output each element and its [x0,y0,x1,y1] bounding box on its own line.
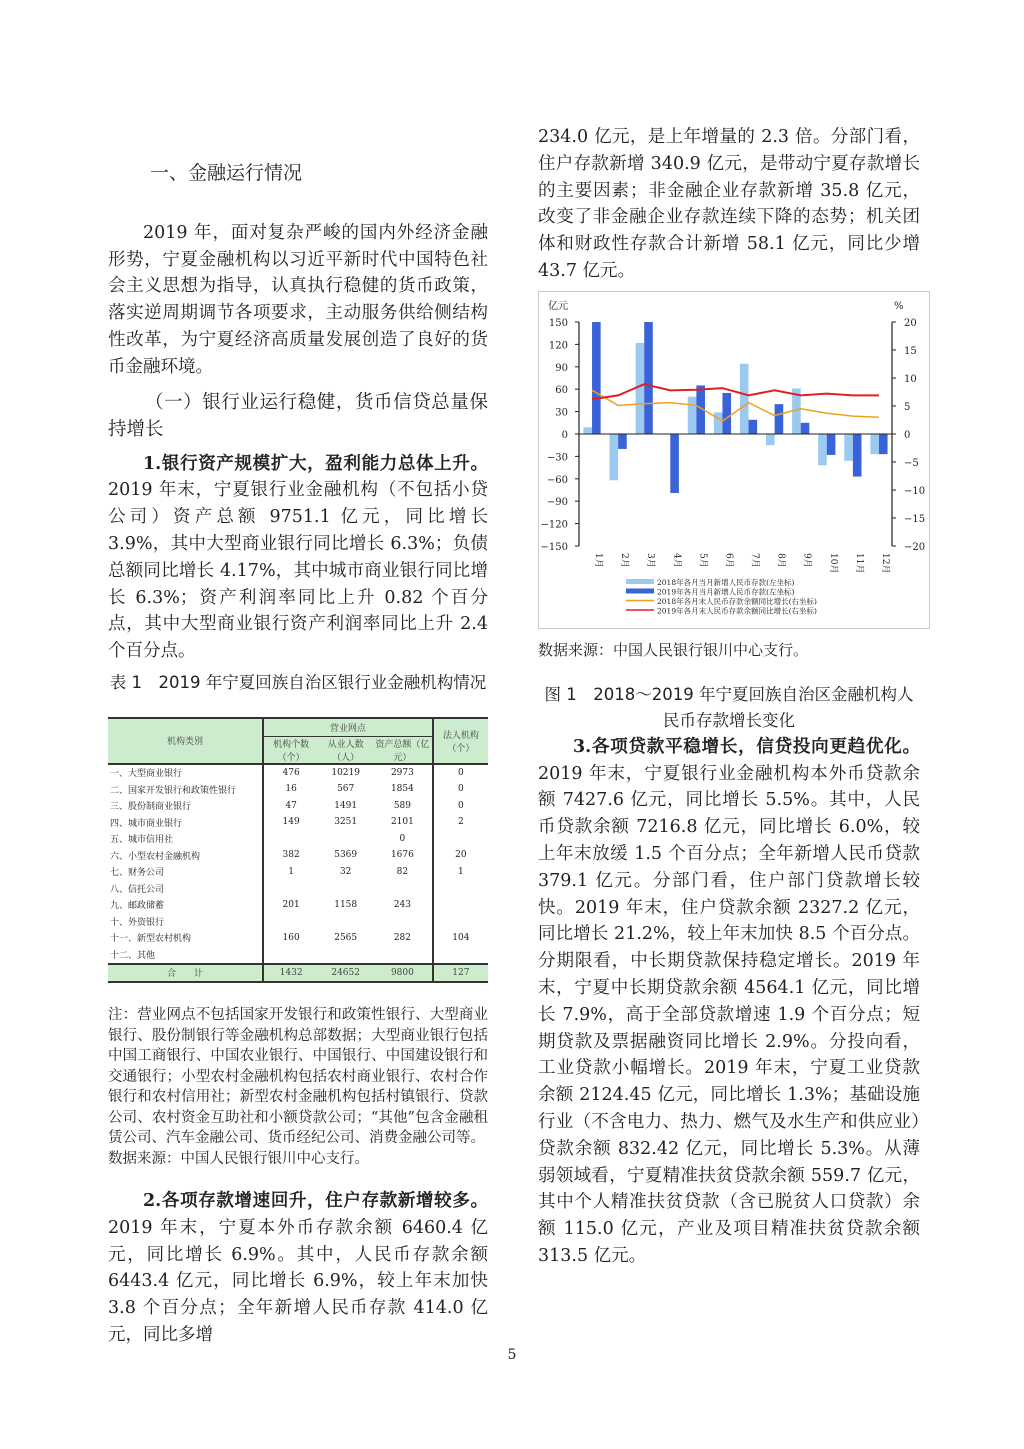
legend-swatch [626,579,654,584]
table-row [108,831,488,848]
table-cell: 1676 [390,850,414,861]
table-cell: 1491 [334,800,358,811]
table-row [108,864,488,881]
left-axis-label: 亿元 [548,301,568,312]
deposit-chart [538,291,930,629]
bar-2018 [610,434,619,480]
chart-caption: 图 1 2018～2019 年宁夏回族自治区金融机构人民币存款增长变化 [544,684,914,730]
bar-2018 [714,412,723,434]
legend-label: 2019年各月当月新增人民币存款(左坐标) [657,587,795,597]
table-cell: 0 [433,764,488,782]
header-staff: 从业人数（人） [318,736,373,764]
bar-2018 [688,397,697,434]
table-row [108,781,488,798]
table-cell [263,913,318,930]
right-axis-label: % [894,301,904,312]
header-group: 营业网点 [263,718,433,736]
table-cell [318,946,373,964]
section-title: 一、金融运行情况 [150,162,303,184]
paragraph-body: 2019 年末，宁夏银行业金融机构本外币贷款余额 7427.6 亿元，同比增长 5.5%。其中，人民币贷款余额 7216.8 亿元，同比增长 6.0%，较上年末放缓 1.5 个百分点；全年新增人民币贷款 379.1 亿元。分部门看，住户部门贷款增长较快。2019 年末，住户贷款余额 2327.2 亿元，同比增长 21.2%，较上年末加快 8.5 个百分点。分期限看，中长期贷款保持稳定增长。2019 年末，宁夏中长期贷款余额 4564.1 亿元，同比增长 7.9%，高于全部贷款增速 1.9 个百分点；短期贷款及票据融资同比增长 2.9%。分投向看，工业贷款小幅增长。2019 年末，宁夏工业贷款余额 2124.45 亿元，同比增长 1.3%；基础设施行业（不含电力、热力、燃气及水生产和供应业）贷款余额 832.42 亿元，同比增长 5.3%。从薄弱领域看，宁夏精准扶贫贷款余额 559.7 亿元，其中个人精准扶贫贷款（含已脱贫人口贷款）余额 115.0 亿元，产业及项目精准扶贫贷款余额 313.5 亿元。 [538,763,920,1266]
month-label: 3月 [645,553,656,568]
legend-swatch [626,589,654,594]
table-cell: 201 [263,897,318,914]
table-cell: 九、邮政储蓄 [110,901,165,912]
table-cell: 243 [393,899,411,910]
month-label: 2月 [619,553,630,568]
bar-2019 [618,434,627,449]
right-tick-label: 5 [904,402,911,413]
table-cell: 567 [337,784,355,795]
left-tick-label: 30 [555,407,568,419]
table-cell [263,880,318,897]
table-cell: 十一、新型农村机构 [110,934,192,945]
right-tick-label: 10 [904,374,917,385]
bar-2018 [818,434,827,465]
table-cell [433,897,488,914]
bar-2018 [844,434,853,461]
bar-2019 [644,322,653,434]
table-cell [373,880,433,897]
right-tick-label: −10 [904,486,926,497]
paragraph-body: 2019 年末，宁夏本外币存款余额 6460.4 亿元，同比增长 6.9%。其中，人民币存款余额 6443.4 亿元，同比增长 6.9%，较上年末加快 3.8 个百分点；全年新增人民币存款 414.0 亿元，同比多增 [108,1217,488,1345]
table-note: 注：营业网点不包括国家开发银行和政策性银行、大型商业银行、股份制银行等金融机构总部数据；大型商业银行包括中国工商银行、中国农业银行、中国银行、中国建设银行和交通银行；小型农村金融机构包括农村商业银行、农村合作银行和农村信用社；新型农村金融机构包括村镇银行、贷款公司、农村资金互助社和小额贷款公司；“其他”包含金融租赁公司、汽车金融公司、货币经纪公司、消费金融公司等。 [108,1007,488,1146]
left-tick-label: 60 [555,385,568,397]
table-cell: 3251 [334,817,358,828]
header-type: 机构类别 [108,718,263,764]
page-number: 5 [507,1347,517,1363]
left-tick-label: −90 [546,497,568,509]
month-label: 6月 [723,553,734,568]
subsection-title: （一）银行业运行稳健，货币信贷总量保持增长 [108,391,488,440]
table-cell: 5369 [334,850,358,861]
table-cell [433,946,488,964]
table-row [108,913,488,930]
bar-2018 [583,427,592,434]
legend-label: 2018年各月末人民币存款余额同比增长(右坐标) [657,597,817,606]
month-label: 9月 [801,553,812,568]
total-row [108,964,488,983]
total-cell: 127 [433,964,488,983]
table-row [108,764,488,782]
header-assets: 资产总额（亿元） [373,736,433,764]
paragraph-loans [538,734,920,1270]
table-cell: 十、外资银行 [110,917,165,928]
table-cell [318,913,373,930]
table-cell: 2973 [390,767,414,778]
bar-2018 [766,434,775,445]
table-cell: 82 [396,866,409,877]
table-cell: 104 [433,930,488,947]
total-cell: 1432 [263,964,318,983]
right-tick-label: 15 [904,346,917,357]
header-count: 机构个数（个） [263,736,318,764]
chart-source: 数据来源：中国人民银行银川中心支行。 [538,641,809,659]
month-label: 1月 [593,553,604,568]
left-tick-label: 0 [561,430,568,441]
right-tick-label: 20 [904,318,917,329]
month-label: 4月 [671,553,682,568]
bar-2018 [870,434,879,454]
table-row [108,946,488,964]
legend-label: 2018年各月当月新增人民币存款(左坐标) [657,578,795,587]
left-tick-label: −150 [540,542,568,553]
table-row [108,930,488,947]
left-tick-label: −120 [540,519,568,531]
table-cell: 1 [433,864,488,881]
left-tick-label: −30 [546,452,568,464]
table-row [108,798,488,815]
total-cell: 24652 [331,967,360,978]
right-column-bottom [538,637,920,1270]
total-cell: 9800 [390,967,414,978]
intro-paragraph: 2019 年，面对复杂严峻的国内外经济金融形势，宁夏金融机构以习近平新时代中国特色社会主义思想为指导，认真执行稳健的货币政策，落实逆周期调节各项要求，主动服务供给侧结构性改革，为宁夏经济高质量发展创造了良好的货币金融环境。 [108,222,488,377]
table-cell: 0 [433,798,488,815]
table-cell: 十二、其他 [110,950,156,961]
right-column-top [538,124,920,285]
bar-2019 [775,404,784,434]
table-cell: 七、财务公司 [110,868,165,879]
table-cell: 二、国家开发银行和政策性银行 [110,785,237,796]
legend-label: 2019年各月末人民币存款余额同比增长(右坐标) [657,606,817,616]
paragraph-continued: 234.0 亿元，是上年增量的 2.3 倍。分部门看，住户存款新增 340.9 亿元，是带动宁夏存款增长的主要因素；非金融企业存款新增 35.8 亿元，改变了非金融企业存款连续下降的态势；机关团体和财政性存款合计新增 58.1 亿元，同比少增 43.7 亿元。 [538,127,920,281]
table-cell [433,913,488,930]
table-cell [433,831,488,848]
month-label: 7月 [749,553,760,568]
table-cell: 32 [339,866,352,877]
table-cell: 一、大型商业银行 [110,769,183,780]
table-cell: 160 [263,930,318,947]
table-cell [433,880,488,897]
paragraph-heading: 1.银行资产规模扩大，盈利能力总体上升。 [143,453,488,474]
table-cell: 2 [433,814,488,831]
table-caption: 表 1 2019 年宁夏回族自治区银行业金融机构情况 [109,672,487,692]
right-tick-label: −5 [904,458,919,469]
table-cell: 16 [263,781,318,798]
total-cell: 合 计 [166,969,203,980]
table-row [108,847,488,864]
table-cell: 10219 [331,767,360,778]
table-cell [263,831,318,848]
table-cell: 20 [433,847,488,864]
left-tick-label: 150 [548,318,568,329]
bar-2019 [879,434,888,454]
table-cell: 149 [263,814,318,831]
table-cell: 1158 [334,899,358,910]
left-tick-label: 120 [548,340,568,352]
bar-2019 [827,434,836,455]
left-column [108,160,488,696]
paragraph-assets [108,451,488,665]
table-cell: 2101 [390,817,414,828]
table-cell: 八、信托公司 [110,884,165,895]
table-cell: 476 [263,764,318,782]
table-cell [318,831,373,848]
bar-2019 [670,434,679,493]
bar-2018 [636,343,645,434]
month-label: 11月 [853,553,864,574]
month-label: 8月 [775,553,786,568]
table-cell: 三、股份制商业银行 [110,802,192,813]
paragraph-deposits [108,1188,488,1349]
bank-institutions-table [108,717,488,983]
table-cell [318,880,373,897]
month-label: 12月 [879,553,890,574]
right-tick-label: −20 [904,542,926,553]
table-cell: 1 [263,864,318,881]
table-row [108,880,488,897]
table-cell: 282 [393,932,411,943]
table-source: 数据来源：中国人民银行银川中心支行。 [108,1150,369,1167]
table-row [108,897,488,914]
paragraph-heading: 3.各项贷款平稳增长，信贷投向更趋优化。 [573,736,920,757]
table-cell [263,946,318,964]
bar-2019 [722,393,731,434]
table-cell: 589 [393,800,411,811]
month-label: 10月 [827,553,838,574]
left-column-bottom [108,1188,488,1349]
header-legal: 法人机构（个） [433,718,488,764]
table-cell: 四、城市商业银行 [110,818,183,829]
bar-2019 [749,420,758,434]
paragraph-heading: 2.各项存款增速回升，住户存款新增较多。 [143,1191,488,1211]
table-cell: 0 [433,781,488,798]
table-cell [373,913,433,930]
table-cell: 五、城市信用社 [110,835,174,846]
paragraph-body: 2019 年末，宁夏银行业金融机构（不包括小贷公司）资产总额 9751.1 亿元，同比增长 3.9%，其中大型商业银行同比增长 6.3%；负债总额同比增长 4.17%，其中城市商业银行同比增长 6.3%；资产利润率同比上升 0.82 个百分点，其中大型商业银行资产利润率同比上升 2.4 个百分点。 [108,480,488,662]
bar-2019 [801,423,810,434]
table-cell: 1854 [390,784,414,795]
table-cell: 382 [263,847,318,864]
table-cell: 六、小型农村金融机构 [110,851,201,862]
table-cell: 0 [399,833,406,844]
right-tick-label: −15 [904,514,926,525]
bar-2018 [740,364,749,434]
bar-2019 [853,434,862,477]
left-tick-label: −60 [546,474,568,486]
table-cell: 47 [263,798,318,815]
table-notes [108,1005,488,1169]
left-tick-label: 90 [555,362,568,374]
month-label: 5月 [697,553,708,568]
table-row [108,814,488,831]
right-tick-label: 0 [904,430,911,441]
bar-2019 [592,322,601,434]
table-cell [373,946,433,964]
table-cell: 2565 [334,932,358,943]
